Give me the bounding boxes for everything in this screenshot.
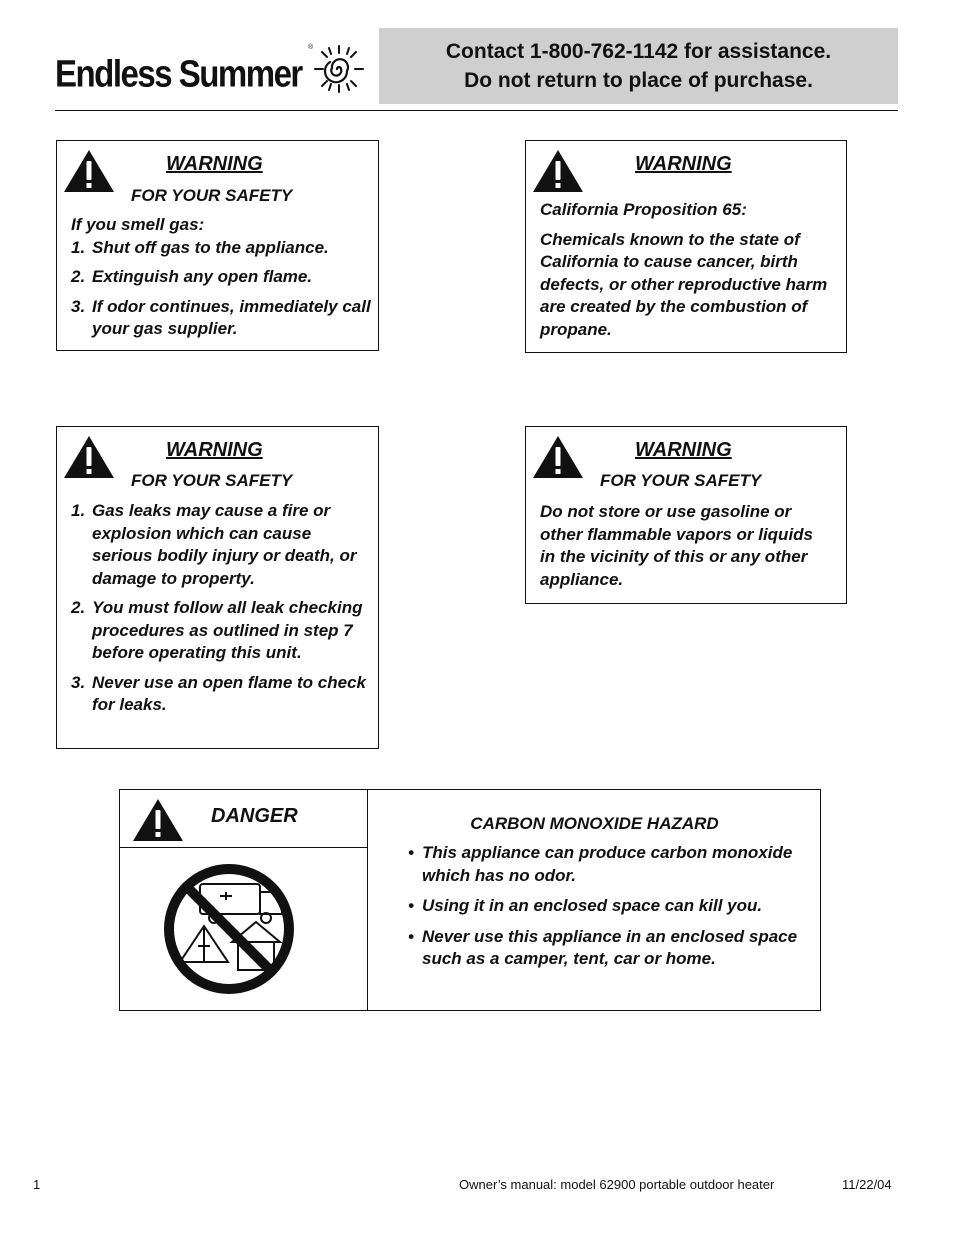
- warning-body: [540, 199, 838, 341]
- warning-triangle-icon: [532, 435, 584, 479]
- manual-title: Owner’s manual: model 62900 portable outdoor heater: [459, 1177, 775, 1192]
- warning-body: [71, 500, 369, 724]
- list-item: 2. You must follow all leak checking procedures as outlined in step 7 before operating this unit.: [71, 598, 363, 662]
- warning-subtitle: FOR YOUR SAFETY: [600, 471, 762, 490]
- no-enclosed-space-icon: [162, 862, 296, 996]
- warning-title: WARNING: [166, 439, 263, 461]
- warning-triangle-icon: [63, 149, 115, 193]
- danger-title: DANGER: [211, 805, 298, 827]
- warning-list: [71, 237, 371, 341]
- list-item: 1. Shut off gas to the appliance.: [71, 237, 329, 257]
- warning-intro: California Proposition 65:: [540, 200, 747, 219]
- warning-paragraph: Do not store or use gasoline or other flammable vapors or liquids in the vicinity of this or any other appliance.: [540, 502, 814, 589]
- assistance-banner: [379, 28, 898, 104]
- warning-list: [71, 500, 369, 717]
- registered-mark: ®: [308, 44, 314, 51]
- danger-divider-horizontal: [120, 847, 368, 848]
- warning-triangle-icon: [532, 149, 584, 193]
- list-item: • Using it in an enclosed space can kill you.: [408, 896, 763, 915]
- sun-swirl-icon: [311, 44, 367, 94]
- warning-body: [540, 501, 830, 591]
- warning-body: [71, 214, 371, 348]
- list-item: • Never use this appliance in an enclosed space such as a camper, tent, car or home.: [408, 926, 798, 968]
- list-item: 1. Gas leaks may cause a fire or explosion which can cause serious bodily injury or death, or damage to property.: [71, 501, 357, 588]
- warning-triangle-icon: [132, 798, 184, 842]
- warning-box-flammables: [525, 426, 847, 604]
- warning-subtitle: FOR YOUR SAFETY: [131, 471, 293, 490]
- list-item: 3. If odor continues, immediately call your gas supplier.: [71, 296, 371, 338]
- warning-box-prop65: [525, 140, 847, 353]
- footer-date: 11/22/04: [842, 1177, 892, 1192]
- header-rule: [55, 110, 898, 111]
- contact-line-phone: Contact 1-800-762-1142 for assistance.: [445, 40, 832, 63]
- brand-logo: [55, 40, 375, 100]
- contact-line-return: Do not return to place of purchase.: [464, 69, 813, 92]
- warning-title: WARNING: [166, 153, 263, 175]
- warning-box-gas-leaks: [56, 426, 379, 749]
- warning-triangle-icon: [63, 435, 115, 479]
- page-number: 1: [33, 1177, 41, 1192]
- hazard-title: CARBON MONOXIDE HAZARD: [470, 814, 719, 833]
- warning-subtitle: FOR YOUR SAFETY: [131, 186, 293, 205]
- list-item: 3. Never use an open flame to check for leaks.: [71, 672, 366, 714]
- warning-intro: If you smell gas:: [71, 215, 205, 234]
- logo-text: Endless Summer: [55, 52, 302, 95]
- danger-box-carbon-monoxide: [119, 789, 821, 1011]
- warning-box-gas-smell: [56, 140, 379, 351]
- warning-title: WARNING: [635, 439, 732, 461]
- warning-title: WARNING: [635, 153, 732, 175]
- warning-paragraph: Chemicals known to the state of California to cause cancer, birth defects, or other reproductive harm are created by the combustion of propane.: [540, 229, 828, 339]
- list-item: 2. Extinguish any open flame.: [71, 267, 313, 286]
- list-item: • This appliance can produce carbon monoxide which has no odor.: [408, 843, 793, 885]
- hazard-list: [408, 842, 808, 979]
